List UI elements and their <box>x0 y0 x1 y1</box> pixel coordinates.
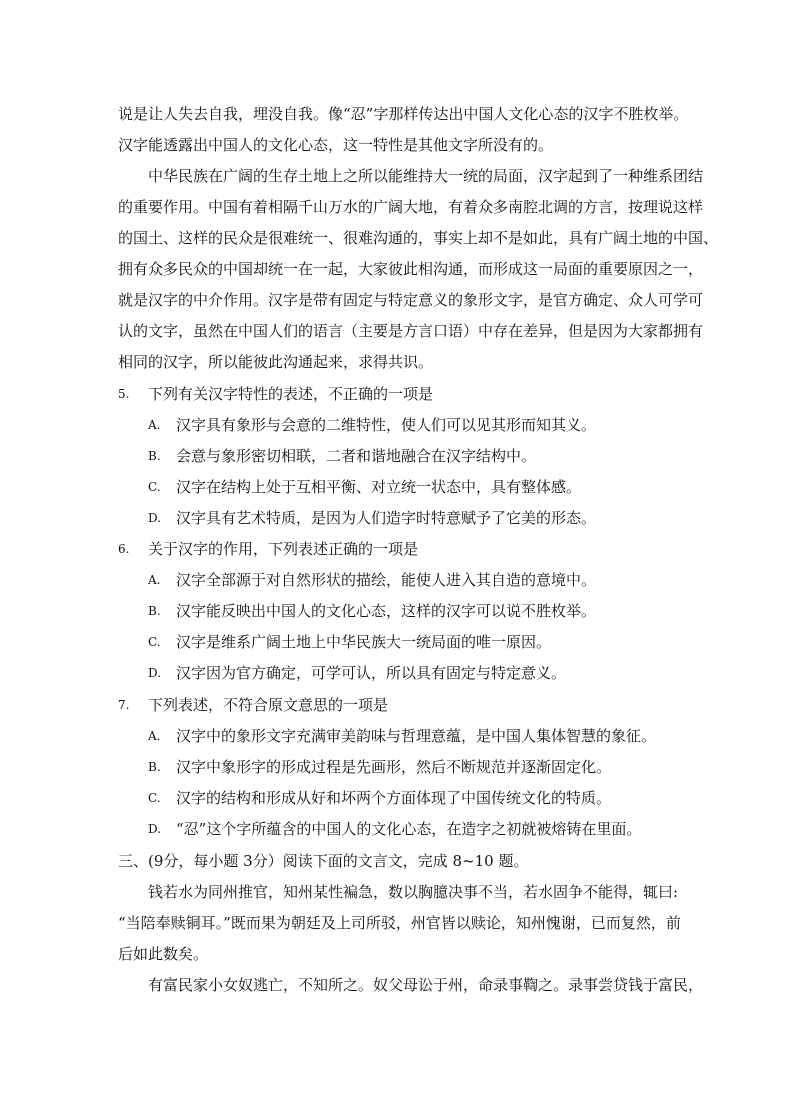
question-text: 关于汉字的作用，下列表述正确的一项是 <box>148 540 419 558</box>
option-text: 汉字的结构和形成从好和坏两个方面体现了中国传统文化的特质。 <box>176 789 612 807</box>
option-letter: B. <box>148 449 161 463</box>
option-text: 汉字在结构上处于互相平衡、对立统一状态中，具有整体感。 <box>176 478 582 496</box>
option-letter: B. <box>148 760 161 774</box>
passage-line: 就是汉字的中介作用。汉字是带有固定与特定意义的象形文字，是官方确定、众人可学可 <box>118 291 704 309</box>
passage-line: 后如此数矣。 <box>118 945 209 963</box>
option-letter: C. <box>148 791 161 805</box>
option-text: 会意与象形密切相联，二者和谐地融合在汉字结构中。 <box>176 447 537 465</box>
question-number: 6. <box>118 542 130 556</box>
option-text: 汉字能反映出中国人的文化心态，这样的汉字可以说不胜枚举。 <box>176 602 597 620</box>
option-letter: D. <box>148 511 162 525</box>
question-text: 下列有关汉字特性的表述，不正确的一项是 <box>148 385 434 403</box>
option-letter: B. <box>148 604 161 618</box>
passage-line: 认的文字，虽然在中国人们的语言（主要是方言口语）中存在差异，但是因为大家都拥有 <box>118 322 704 340</box>
passage-line: “当陪奉赎铜耳。”既而果为朝廷及上司所驳，州官皆以赎论，知州愧谢，已而复然，前 <box>118 914 681 932</box>
option-letter: C. <box>148 480 161 494</box>
question-number: 7. <box>118 698 130 712</box>
option-text: 汉字中的象形文字充满审美韵味与哲理意蕴，是中国人集体智慧的象征。 <box>176 727 657 745</box>
option-letter: A. <box>148 418 161 432</box>
passage-line: 相同的汉字，所以能彼此沟通起来，求得共识。 <box>118 353 434 371</box>
option-text: 汉字全部源于对自然形状的描绘，能使人进入其自造的意境中。 <box>176 571 597 589</box>
section-header: 三、(9分，每小题 3分）阅读下面的文言文，完成 8~10 题。 <box>118 852 529 870</box>
passage-line: 钱若水为同州推官，知州某性褊急，数以胸臆决事不当，若水固争不能得，辄曰: <box>148 883 679 901</box>
option-letter: D. <box>148 666 162 680</box>
option-text: 汉字具有艺术特质，是因为人们造字时特意赋予了它美的形态。 <box>176 509 597 527</box>
passage-line: 中华民族在广阔的生存土地上之所以能维持大一统的局面，汉字起到了一种维系团结 <box>148 167 704 185</box>
passage-line: 汉字能透露出中国人的文化心态，这一特性是其他文字所没有的。 <box>118 136 554 154</box>
passage-line: 说是让人失去自我，埋没自我。像“忍”字那样传达出中国人文化心态的汉字不胜枚举。 <box>118 105 689 123</box>
question-number: 5. <box>118 387 130 401</box>
option-text: 汉字中象形字的形成过程是先画形，然后不断规范并逐渐固定化。 <box>176 758 612 776</box>
option-letter: A. <box>148 729 161 743</box>
question-text: 下列表述，不符合原文意思的一项是 <box>148 696 389 714</box>
option-letter: C. <box>148 635 161 649</box>
option-letter: D. <box>148 822 162 836</box>
option-letter: A. <box>148 573 161 587</box>
option-text: 汉字因为官方确定，可学可认，所以具有固定与特定意义。 <box>176 664 567 682</box>
passage-line: 拥有众多民众的中国却统一在一起，大家彼此相沟通，而形成这一局面的重要原因之一， <box>118 260 704 278</box>
option-text: 汉字具有象形与会意的二维特性，使人们可以见其形而知其义。 <box>176 416 597 434</box>
option-text: 汉字是维系广阔土地上中华民族大一统局面的唯一原因。 <box>176 633 552 651</box>
passage-line: 的重要作用。中国有着相隔千山万水的广阔大地，有着众多南腔北调的方言，按理说这样 <box>118 198 704 216</box>
passage-line: 的国土、这样的民众是很难统一、很难沟通的，事实上却不是如此，具有广阔土地的中国、 <box>118 229 719 247</box>
option-text: “忍”这个字所蕴含的中国人的文化心态，在造字之初就被熔铸在里面。 <box>176 820 642 838</box>
passage-line: 有富民家小女奴逃亡，不知所之。奴父母讼于州，命录事鞫之。录事尝贷钱于富民， <box>148 976 704 994</box>
